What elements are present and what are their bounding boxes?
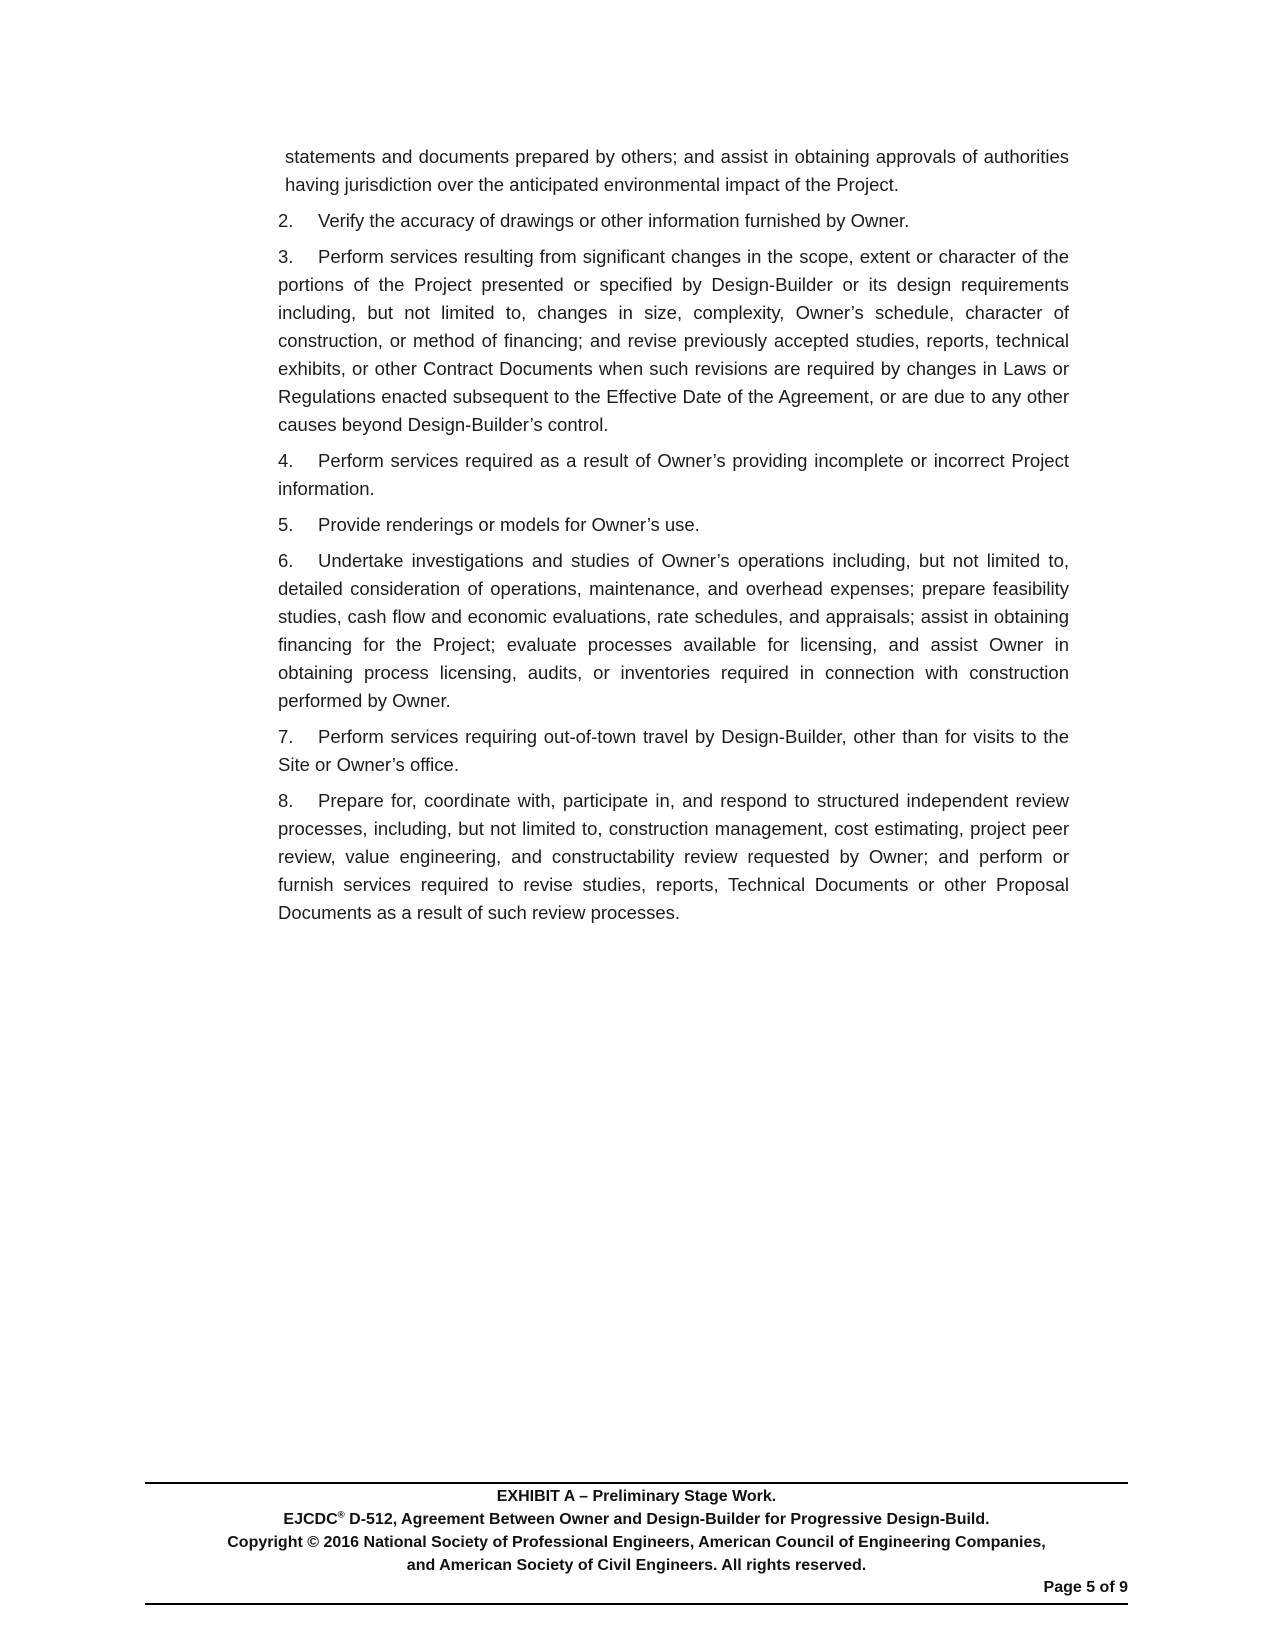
list-item-8: [278, 787, 1069, 927]
footer-divider-bottom: [145, 1603, 1128, 1605]
list-item-number: 6.: [278, 550, 294, 571]
list-item-number: 8.: [278, 790, 294, 811]
list-item-4: [278, 447, 1069, 503]
list-item-number: 4.: [278, 450, 294, 471]
footer-document-title: [145, 1508, 1128, 1531]
list-item-7: [278, 723, 1069, 779]
list-item-text: Perform services resulting from significant changes in the scope, extent or character of the portions of the Project presented or specified by Design-Builder or its design requirements including, but not limited to, changes in size, complexity, Owner’s schedule, character of construction, or method of financing; and revise previously accepted studies, reports, technical exhibits, or other Contract Documents when such revisions are required by changes in Laws or Regulations enacted subsequent to the Effective Date of the Agreement, or are due to any other causes beyond Design-Builder’s control.: [278, 246, 1069, 435]
list-item-5: [278, 511, 1069, 539]
footer-doc-prefix: EJCDC: [283, 1511, 338, 1528]
list-item-number: 7.: [278, 726, 294, 747]
footer-exhibit-title: EXHIBIT A – Preliminary Stage Work.: [496, 1488, 777, 1505]
footer-copyright-line1: Copyright © 2016 National Society of Professional Engineers, American Council of Engineering Companies,: [227, 1534, 1046, 1551]
list-item-text: Undertake investigations and studies of Owner’s operations including, but not limited to, detailed consideration of operations, maintenance, and overhead expenses; prepare feasibility studies, cash flow and economic evaluations, rate schedules, and appraisals; assist in obtaining financing for the Project; evaluate processes available for licensing, and assist Owner in obtaining process licensing, audits, or inventories required in connection with construction performed by Owner.: [278, 550, 1069, 711]
list-item-text: Prepare for, coordinate with, participate in, and respond to structured independent review processes, including, but not limited to, construction management, cost estimating, project peer review, value engineering, and constructability review requested by Owner; and perform or furnish services required to revise studies, reports, Technical Documents or other Proposal Documents as a result of such review processes.: [278, 790, 1069, 923]
list-item-6: [278, 547, 1069, 715]
list-item-text: Perform services requiring out-of-town travel by Design-Builder, other than for visits to the Site or Owner’s office.: [278, 726, 1069, 775]
footer-copyright-line2: and American Society of Civil Engineers. All rights reserved.: [406, 1557, 867, 1574]
list-item-number: 5.: [278, 514, 294, 535]
list-item-number: 2.: [278, 210, 294, 231]
page-number: Page 5 of 9: [1043, 1579, 1128, 1596]
footer-doc-suffix: D-512, Agreement Between Owner and Design-Builder for Progressive Design-Build.: [344, 1511, 990, 1528]
footer-divider-top: [145, 1482, 1128, 1484]
list-item-text: Perform services required as a result of Owner’s providing incomplete or incorrect Project information.: [278, 450, 1069, 499]
list-item-number: 3.: [278, 246, 294, 267]
list-item-text: Provide renderings or models for Owner’s use.: [318, 514, 700, 535]
list-item-3: [278, 243, 1069, 439]
page-footer: [145, 1485, 1128, 1598]
document-body: [278, 143, 1069, 935]
continuation-paragraph: statements and documents prepared by others; and assist in obtaining approvals of authorities having jurisdiction over the anticipated environmental impact of the Project.: [285, 146, 1069, 195]
list-item-2: [278, 207, 1069, 235]
registered-trademark-symbol: ®: [337, 1509, 345, 1521]
list-item-text: Verify the accuracy of drawings or other information furnished by Owner.: [318, 210, 910, 231]
